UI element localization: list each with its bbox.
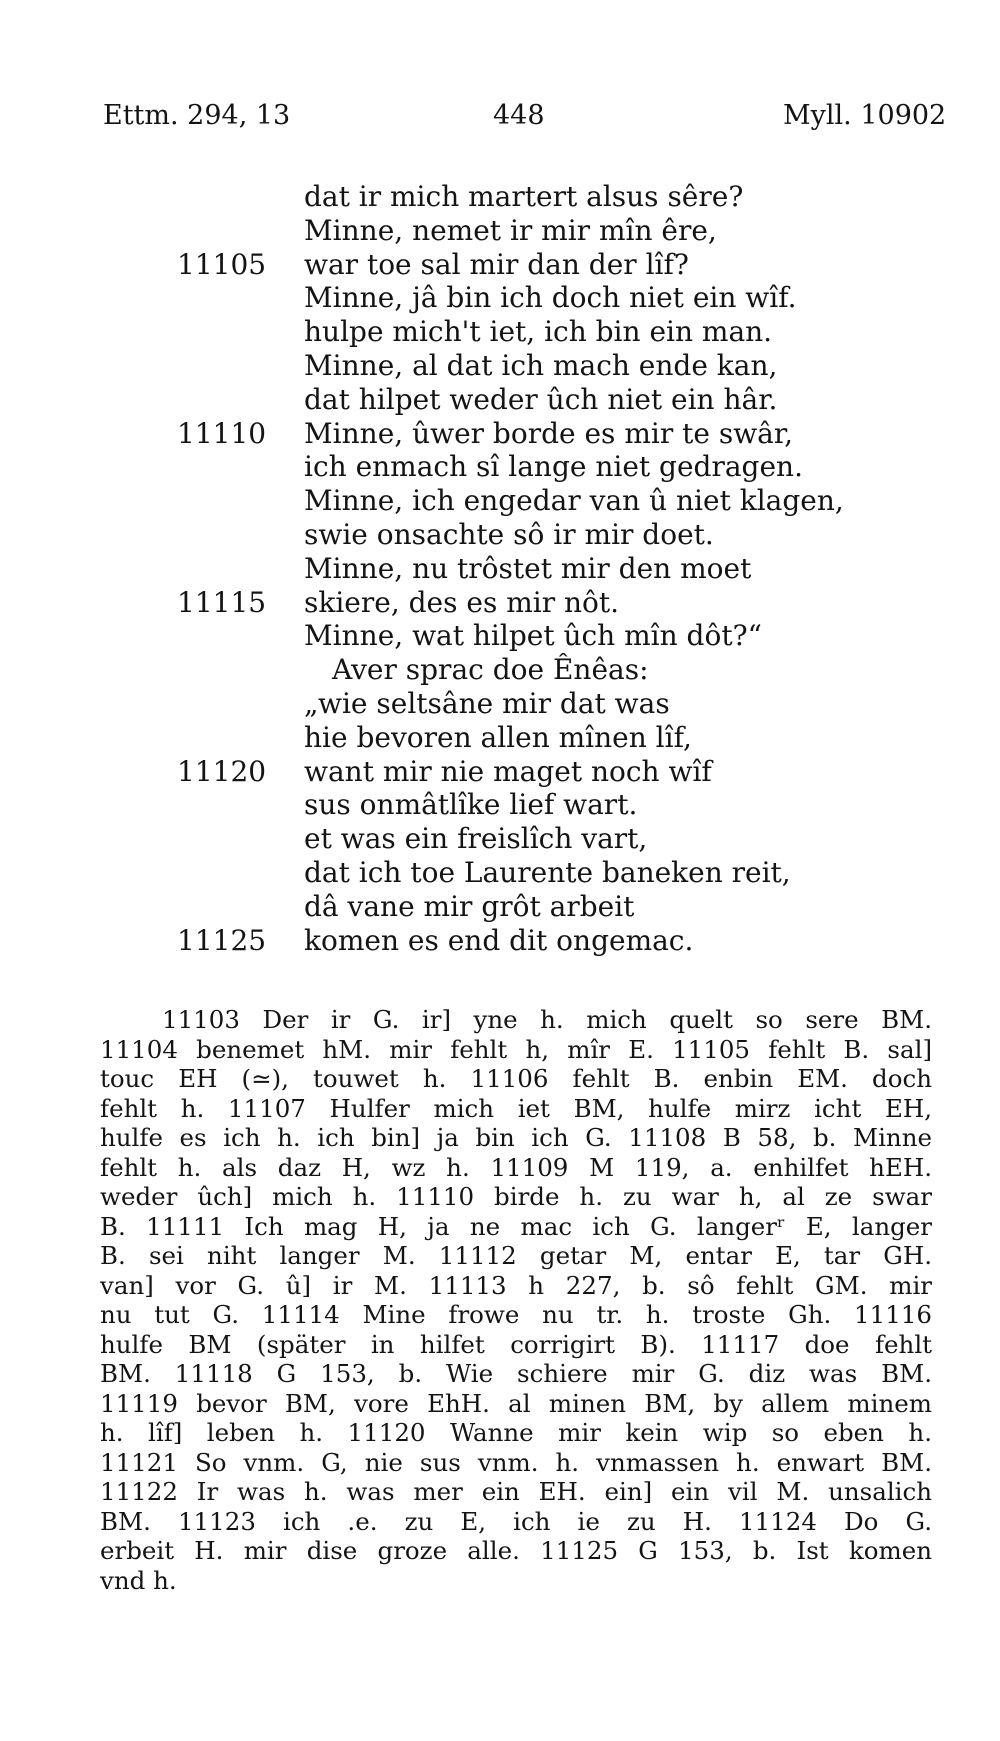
verse-line bbox=[0, 552, 1000, 586]
verse-line bbox=[0, 315, 1000, 349]
verse-line bbox=[0, 619, 1000, 653]
apparatus-line: B. 11111 Ich mag H, ja ne mac ich G. langerʳ E, langer bbox=[100, 1211, 932, 1241]
apparatus-line: van] vor G. û] ir M. 11113 h 227, b. sô fehlt GM. mir bbox=[100, 1270, 932, 1300]
apparatus-line: 11103 Der ir G. ir] yne h. mich quelt so sere BM. bbox=[162, 1005, 932, 1034]
apparatus-line: erbeit H. mir dise groze alle. 11125 G 153, b. Ist komen bbox=[100, 1536, 932, 1565]
verse-line bbox=[0, 687, 1000, 721]
line-number: 11115 bbox=[177, 585, 267, 619]
verse-text-line: komen es end dit ongemac. bbox=[304, 923, 694, 957]
verse-text-line: Aver sprac doe Ênêas: bbox=[332, 653, 649, 687]
line-number: 11105 bbox=[177, 247, 267, 281]
verse-line bbox=[0, 755, 1000, 789]
apparatus-line: 11104 benemet hM. mir fehlt h, mîr E. 11105 fehlt B. sal] bbox=[100, 1034, 932, 1064]
verse-line bbox=[0, 484, 1000, 518]
header-right-reference: Myll. 10902 bbox=[783, 100, 947, 131]
verse-text-line: ich enmach sî lange niet gedragen. bbox=[304, 450, 803, 484]
apparatus-line: hulfe BM (später in hilfet corrigirt B). 11117 doe fehlt bbox=[100, 1329, 932, 1359]
verse-text-line: swie onsachte sô ir mir doet. bbox=[304, 517, 714, 551]
line-number: 11120 bbox=[177, 754, 267, 788]
verse-text-line: Minne, al dat ich mach ende kan, bbox=[304, 348, 778, 382]
verse-line bbox=[0, 214, 1000, 248]
verse-line bbox=[0, 856, 1000, 890]
verse-text-line: want mir nie maget noch wîf bbox=[304, 754, 712, 788]
verse-text-line: hie bevoren allen mînen lîf, bbox=[304, 720, 692, 754]
verse-line bbox=[0, 180, 1000, 214]
verse-text-line: „wie seltsâne mir dat was bbox=[304, 686, 670, 720]
verse-line bbox=[0, 417, 1000, 451]
running-header bbox=[0, 100, 1000, 140]
verse-text-line: dâ vane mir grôt arbeit bbox=[304, 889, 635, 923]
verse-text-line: Minne, ûwer borde es mir te swâr, bbox=[304, 416, 794, 450]
apparatus-line: 11119 bevor BM, vore EhH. al minen BM, by allem minem bbox=[100, 1388, 932, 1418]
verse-text-line: Minne, nu trôstet mir den moet bbox=[304, 551, 752, 585]
verse-text-line: dat ir mich martert alsus sêre? bbox=[304, 180, 744, 213]
apparatus-line: 11122 Ir was h. was mer ein EH. ein] ein vil M. unsalich bbox=[100, 1477, 932, 1506]
verse-text-line: war toe sal mir dan der lîf? bbox=[304, 247, 689, 281]
verse-text bbox=[0, 180, 1000, 957]
verse-line bbox=[0, 518, 1000, 552]
apparatus-line: nu tut G. 11114 Mine frowe nu tr. h. troste Gh. 11116 bbox=[100, 1300, 932, 1329]
apparatus-line: weder ûch] mich h. 11110 birde h. zu war h, al ze swar bbox=[100, 1182, 932, 1211]
verse-line bbox=[0, 248, 1000, 282]
verse-line bbox=[0, 788, 1000, 822]
line-number: 11125 bbox=[177, 923, 267, 957]
apparatus-line: fehlt h. 11107 Hulfer mich iet BM, hulfe mirz icht EH, bbox=[100, 1093, 932, 1123]
verse-line bbox=[0, 586, 1000, 620]
verse-text-line: Minne, nemet ir mir mîn êre, bbox=[304, 213, 717, 247]
apparatus-line: vnd h. bbox=[100, 1565, 177, 1595]
apparatus-line: hulfe es ich h. ich bin] ja bin ich G. 11108 B 58, b. Minne bbox=[100, 1123, 932, 1152]
apparatus-line: BM. 11118 G 153, b. Wie schiere mir G. diz was BM. bbox=[100, 1359, 932, 1388]
apparatus-line: 11121 So vnm. G, nie sus vnm. h. vnmassen h. enwart BM. bbox=[100, 1447, 932, 1477]
verse-text-line: Minne, ich engedar van û niet klagen, bbox=[304, 484, 844, 518]
apparatus-line: B. sei niht langer M. 11112 getar M, entar E, tar GH. bbox=[100, 1241, 932, 1270]
verse-text-line: Minne, wat hilpet ûch mîn dôt?“ bbox=[304, 619, 762, 653]
verse-text-line: skiere, des es mir nôt. bbox=[304, 585, 620, 619]
verse-line bbox=[0, 383, 1000, 417]
verse-line bbox=[0, 890, 1000, 924]
header-left-reference: Ettm. 294, 13 bbox=[103, 100, 291, 131]
verse-text-line: et was ein freislîch vart, bbox=[304, 822, 648, 856]
verse-line bbox=[0, 822, 1000, 856]
page-number: 448 bbox=[493, 100, 545, 131]
apparatus-line: fehlt h. als daz H, wz h. 11109 M 119, a. enhilfet hEH. bbox=[100, 1152, 932, 1182]
verse-text-line: hulpe mich't iet, ich bin ein man. bbox=[304, 315, 773, 349]
verse-line bbox=[0, 349, 1000, 383]
verse-line bbox=[0, 281, 1000, 315]
apparatus-line: h. lîf] leben h. 11120 Wanne mir kein wip so eben h. bbox=[100, 1418, 932, 1447]
verse-line bbox=[0, 924, 1000, 958]
verse-text-line: dat ich toe Laurente baneken reit, bbox=[304, 855, 791, 889]
apparatus-line: touc EH (≃), touwet h. 11106 fehlt B. enbin EM. doch bbox=[100, 1064, 932, 1093]
line-number: 11110 bbox=[177, 416, 267, 450]
verse-line bbox=[0, 721, 1000, 755]
verse-text-line: Minne, jâ bin ich doch niet ein wîf. bbox=[304, 281, 797, 315]
apparatus-line: BM. 11123 ich .e. zu E, ich ie zu H. 11124 Do G. bbox=[100, 1506, 932, 1536]
verse-text-line: sus onmâtlîke lief wart. bbox=[304, 788, 638, 822]
verse-line bbox=[0, 653, 1000, 687]
verse-line bbox=[0, 450, 1000, 484]
critical-apparatus bbox=[100, 1005, 932, 1595]
verse-text-line: dat hilpet weder ûch niet ein hâr. bbox=[304, 382, 778, 416]
